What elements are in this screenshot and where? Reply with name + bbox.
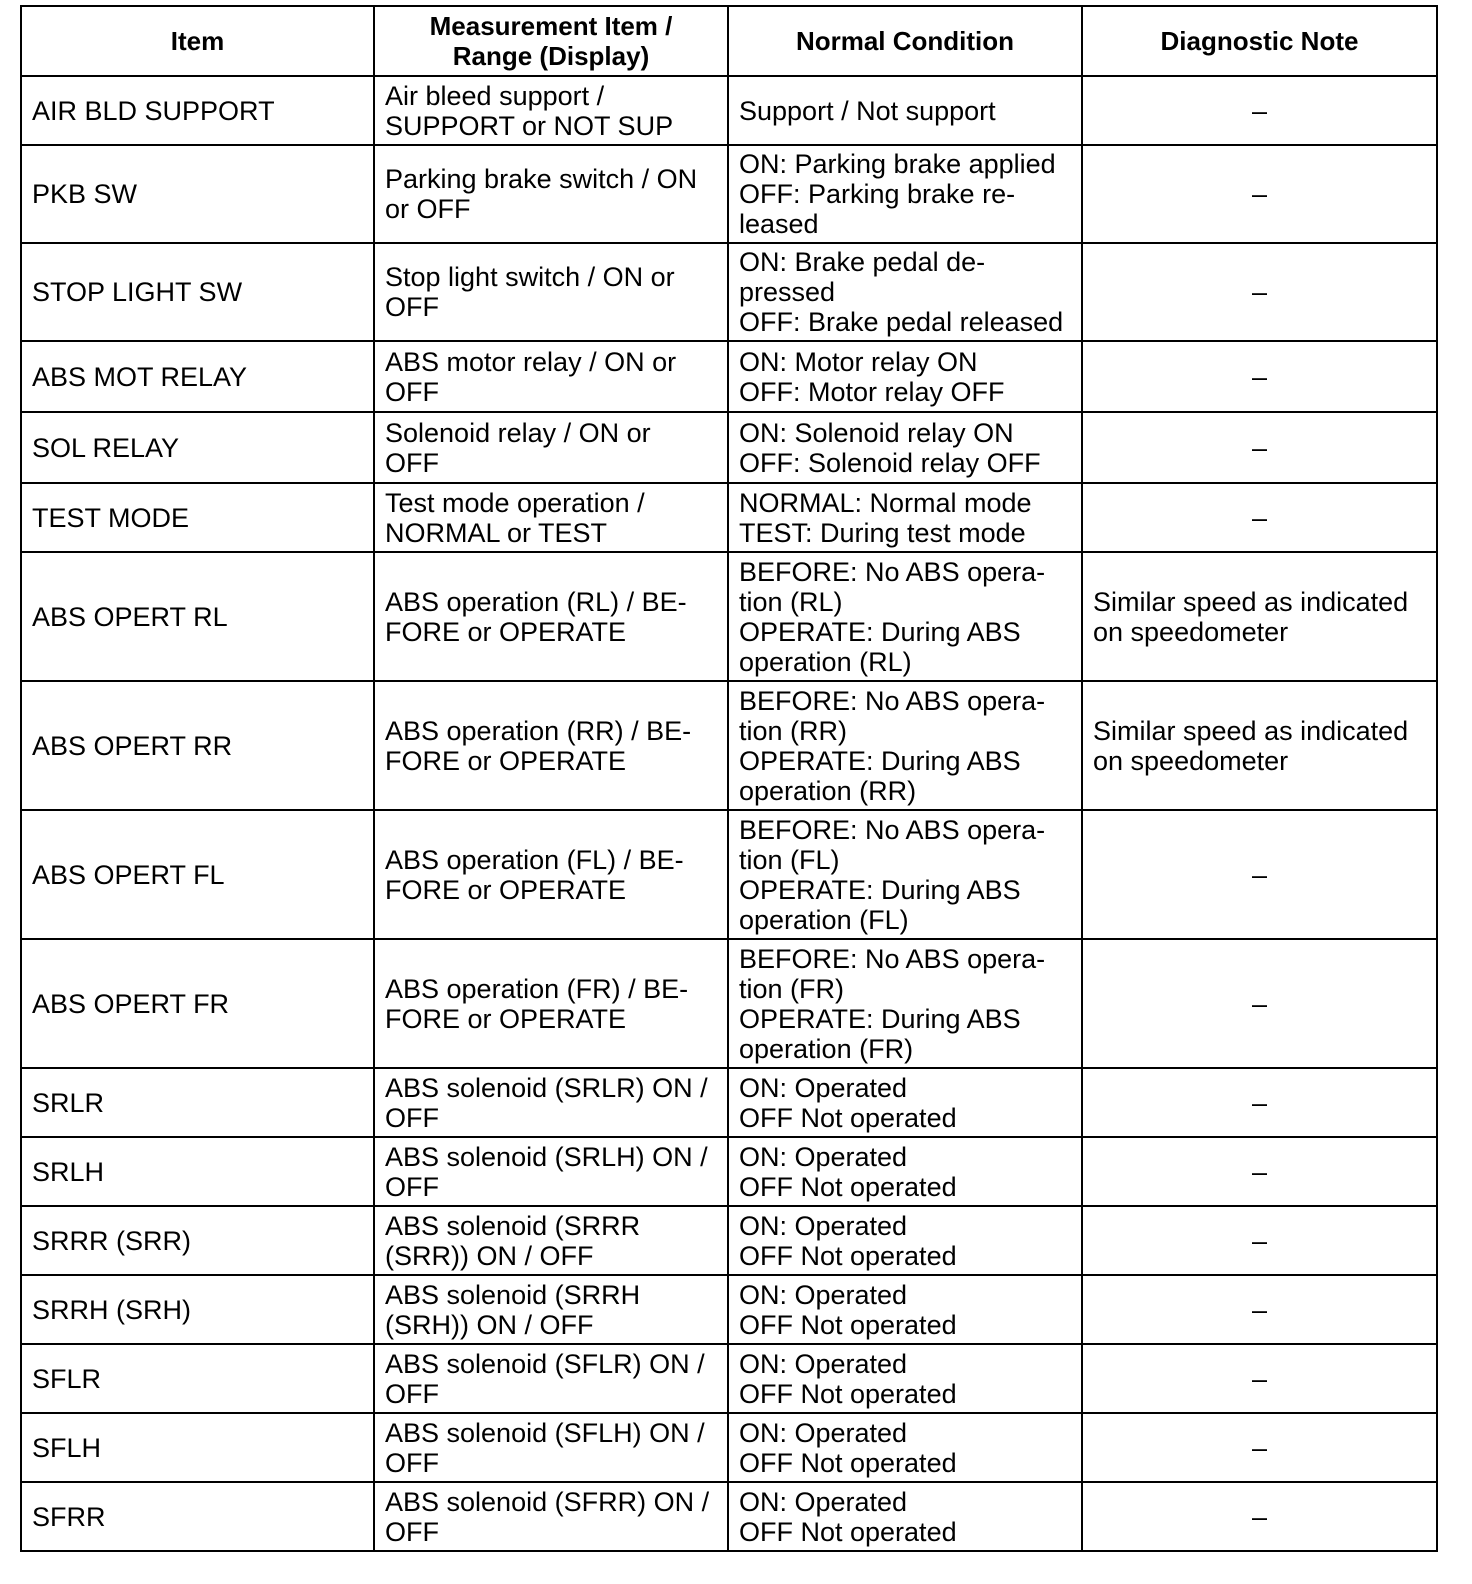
- header-item: Item: [21, 6, 374, 76]
- table-row: [21, 412, 1437, 483]
- cell-measurement: ABS solenoid (SFLR) ON / OFF: [374, 1344, 728, 1413]
- cell-item: ABS OPERT FL: [21, 810, 374, 939]
- table-row: [21, 1413, 1437, 1482]
- cell-normal-condition: BEFORE: No ABS opera- tion (FL) OPERATE: During ABS operation (FL): [728, 810, 1082, 939]
- cell-diagnostic-note: –: [1082, 145, 1437, 243]
- cell-normal-condition: BEFORE: No ABS opera- tion (RL) OPERATE: During ABS operation (RL): [728, 552, 1082, 681]
- cell-normal-condition: BEFORE: No ABS opera- tion (FR) OPERATE: During ABS operation (FR): [728, 939, 1082, 1068]
- cell-diagnostic-note: –: [1082, 939, 1437, 1068]
- table-row: [21, 145, 1437, 243]
- table-row: [21, 552, 1437, 681]
- cell-normal-condition: ON: Operated OFF Not operated: [728, 1482, 1082, 1551]
- table-row: [21, 681, 1437, 810]
- cell-normal-condition: ON: Motor relay ON OFF: Motor relay OFF: [728, 341, 1082, 412]
- cell-measurement: ABS solenoid (SRLR) ON / OFF: [374, 1068, 728, 1137]
- cell-item: PKB SW: [21, 145, 374, 243]
- table-header-row: [21, 6, 1437, 76]
- cell-normal-condition: Support / Not support: [728, 76, 1082, 145]
- header-diagnostic-note: Diagnostic Note: [1082, 6, 1437, 76]
- cell-item: ABS MOT RELAY: [21, 341, 374, 412]
- cell-item: ABS OPERT RL: [21, 552, 374, 681]
- cell-normal-condition: ON: Solenoid relay ON OFF: Solenoid relay OFF: [728, 412, 1082, 483]
- cell-diagnostic-note: –: [1082, 76, 1437, 145]
- cell-measurement: ABS motor relay / ON or OFF: [374, 341, 728, 412]
- cell-measurement: ABS solenoid (SFLH) ON / OFF: [374, 1413, 728, 1482]
- data-monitor-table: [20, 5, 1438, 1552]
- cell-diagnostic-note: Similar speed as indicated on speedometer: [1082, 552, 1437, 681]
- cell-item: SRLR: [21, 1068, 374, 1137]
- cell-item: SFLH: [21, 1413, 374, 1482]
- table-row: [21, 1206, 1437, 1275]
- header-measurement: Measurement Item / Range (Display): [374, 6, 728, 76]
- cell-measurement: ABS solenoid (SFRR) ON / OFF: [374, 1482, 728, 1551]
- cell-item: SRLH: [21, 1137, 374, 1206]
- cell-measurement: ABS solenoid (SRLH) ON / OFF: [374, 1137, 728, 1206]
- cell-normal-condition: ON: Brake pedal de- pressed OFF: Brake pedal released: [728, 243, 1082, 341]
- header-normal-condition: Normal Condition: [728, 6, 1082, 76]
- cell-normal-condition: NORMAL: Normal mode TEST: During test mode: [728, 483, 1082, 552]
- cell-item: STOP LIGHT SW: [21, 243, 374, 341]
- table-row: [21, 1068, 1437, 1137]
- cell-item: SRRR (SRR): [21, 1206, 374, 1275]
- cell-measurement: Parking brake switch / ON or OFF: [374, 145, 728, 243]
- cell-measurement: ABS operation (FR) / BE- FORE or OPERATE: [374, 939, 728, 1068]
- cell-item: SFLR: [21, 1344, 374, 1413]
- cell-item: ABS OPERT RR: [21, 681, 374, 810]
- table-row: [21, 243, 1437, 341]
- cell-diagnostic-note: –: [1082, 1344, 1437, 1413]
- cell-measurement: Test mode operation / NORMAL or TEST: [374, 483, 728, 552]
- table-row: [21, 1137, 1437, 1206]
- cell-diagnostic-note: –: [1082, 1413, 1437, 1482]
- cell-measurement: ABS operation (RL) / BE- FORE or OPERATE: [374, 552, 728, 681]
- table-row: [21, 483, 1437, 552]
- cell-item: SOL RELAY: [21, 412, 374, 483]
- cell-normal-condition: ON: Operated OFF Not operated: [728, 1275, 1082, 1344]
- cell-normal-condition: ON: Operated OFF Not operated: [728, 1344, 1082, 1413]
- cell-diagnostic-note: –: [1082, 1206, 1437, 1275]
- cell-measurement: ABS operation (FL) / BE- FORE or OPERATE: [374, 810, 728, 939]
- cell-diagnostic-note: –: [1082, 483, 1437, 552]
- cell-measurement: ABS solenoid (SRRH (SRH)) ON / OFF: [374, 1275, 728, 1344]
- cell-item: SRRH (SRH): [21, 1275, 374, 1344]
- cell-diagnostic-note: –: [1082, 1482, 1437, 1551]
- cell-measurement: ABS operation (RR) / BE- FORE or OPERATE: [374, 681, 728, 810]
- cell-normal-condition: ON: Operated OFF Not operated: [728, 1137, 1082, 1206]
- cell-normal-condition: BEFORE: No ABS opera- tion (RR) OPERATE: During ABS operation (RR): [728, 681, 1082, 810]
- table-row: [21, 1482, 1437, 1551]
- cell-item: TEST MODE: [21, 483, 374, 552]
- cell-normal-condition: ON: Parking brake applied OFF: Parking brake re- leased: [728, 145, 1082, 243]
- table-row: [21, 1275, 1437, 1344]
- cell-diagnostic-note: –: [1082, 810, 1437, 939]
- table-row: [21, 1344, 1437, 1413]
- cell-measurement: Stop light switch / ON or OFF: [374, 243, 728, 341]
- table-body: [21, 76, 1437, 1551]
- cell-normal-condition: ON: Operated OFF Not operated: [728, 1068, 1082, 1137]
- cell-diagnostic-note: –: [1082, 1068, 1437, 1137]
- cell-normal-condition: ON: Operated OFF Not operated: [728, 1413, 1082, 1482]
- cell-measurement: Air bleed support / SUPPORT or NOT SUP: [374, 76, 728, 145]
- cell-diagnostic-note: –: [1082, 341, 1437, 412]
- cell-diagnostic-note: –: [1082, 412, 1437, 483]
- cell-measurement: ABS solenoid (SRRR (SRR)) ON / OFF: [374, 1206, 728, 1275]
- table-row: [21, 810, 1437, 939]
- table-row: [21, 939, 1437, 1068]
- table-row: [21, 76, 1437, 145]
- table-row: [21, 341, 1437, 412]
- cell-diagnostic-note: –: [1082, 1137, 1437, 1206]
- cell-diagnostic-note: –: [1082, 243, 1437, 341]
- cell-measurement: Solenoid relay / ON or OFF: [374, 412, 728, 483]
- cell-item: AIR BLD SUPPORT: [21, 76, 374, 145]
- cell-diagnostic-note: –: [1082, 1275, 1437, 1344]
- cell-item: ABS OPERT FR: [21, 939, 374, 1068]
- cell-item: SFRR: [21, 1482, 374, 1551]
- cell-diagnostic-note: Similar speed as indicated on speedometer: [1082, 681, 1437, 810]
- cell-normal-condition: ON: Operated OFF Not operated: [728, 1206, 1082, 1275]
